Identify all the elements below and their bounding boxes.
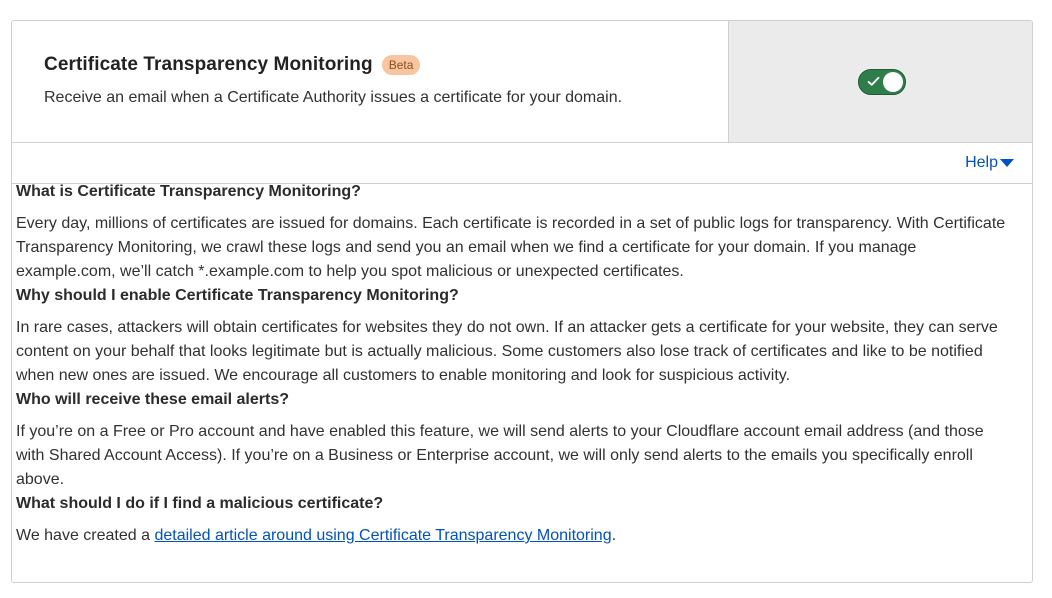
setting-info bbox=[12, 21, 728, 142]
caret-down-icon bbox=[1000, 159, 1014, 167]
checkmark-icon bbox=[867, 76, 880, 87]
title-row bbox=[44, 54, 420, 76]
setting-title: Certificate Transparency Monitoring bbox=[44, 54, 373, 75]
help-toggle-link[interactable] bbox=[965, 154, 1014, 172]
help-bar bbox=[12, 143, 1032, 184]
toggle-knob bbox=[883, 72, 903, 92]
help-answer bbox=[16, 524, 1006, 548]
help-answer: If you’re on a Free or Pro account and have enabled this feature, we will send alerts to your Cloudflare account email address (and those with Shared Account Access). If you’re on a Business or Enterprise account, we will only send alerts to the emails you specifically enroll above. bbox=[16, 423, 984, 488]
help-question: What should I do if I find a malicious certificate? bbox=[16, 495, 384, 512]
help-question: Who will receive these email alerts? bbox=[16, 391, 289, 408]
help-label: Help bbox=[965, 154, 998, 171]
setting-description: Receive an email when a Certificate Authority issues a certificate for your domain. bbox=[44, 89, 623, 106]
setting-control-panel bbox=[728, 21, 1033, 142]
beta-badge: Beta bbox=[382, 55, 421, 75]
answer-prefix: We have created a bbox=[16, 527, 155, 544]
detailed-article-link[interactable]: detailed article around using Certificate Transparency Monitoring bbox=[154, 527, 612, 544]
help-question: Why should I enable Certificate Transparency Monitoring? bbox=[16, 287, 459, 304]
help-answer: Every day, millions of certificates are issued for domains. Each certificate is recorded in a set of public logs for transparency. With Certificate Transparency Monitoring, we crawl these logs and send you an email when we find a certificate for your domain. If you manage example.com, we’ll catch *.example.com to help you spot malicious or unexpected certificates. bbox=[16, 215, 1006, 280]
setting-header bbox=[12, 21, 1032, 143]
answer-suffix: . bbox=[611, 527, 617, 544]
help-question: What is Certificate Transparency Monitoring? bbox=[16, 183, 361, 200]
monitoring-toggle[interactable] bbox=[858, 69, 906, 95]
help-content bbox=[16, 180, 1006, 548]
help-answer: In rare cases, attackers will obtain certificates for websites they do not own. If an attacker gets a certificate for your website, they can serve content on your behalf that looks legitimate but is actually malicious. Some customers also lose track of certificates and like to be notified when new ones are issued. We encourage all customers to enable monitoring and look for suspicious activity. bbox=[16, 319, 998, 384]
